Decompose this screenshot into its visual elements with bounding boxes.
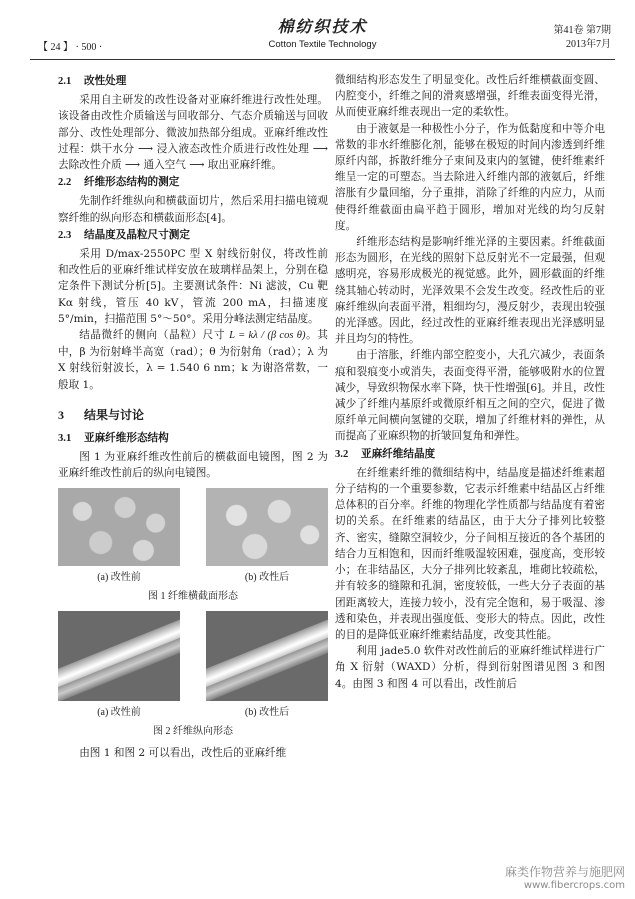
section-heading-2-1: 2.1 改性处理 bbox=[58, 76, 127, 87]
issue-info bbox=[554, 24, 612, 52]
figure-subcaption: (b) 改性后 bbox=[244, 707, 290, 719]
paragraph: 纤维形态结构是影响纤维光泽的主要因素。纤维截面形态为圆形，在光线的照射下总反射光不一定最强，但观感明亮，容易形成极光的视觉感。此外，圆形截面的纤维绕其轴心转动时，光泽效果不会发生改变。经改性后的亚麻纤维纵向表面平滑，粗细均匀，漫反射少，表现出较强的光泽感。因此，经过改性的亚麻纤维表现出光泽感明显并且均匀的特性。 bbox=[335, 236, 605, 346]
longitudinal-after-image bbox=[206, 611, 328, 701]
site-watermark bbox=[505, 863, 625, 891]
paragraph: 由于液氨是一种极性小分子，作为低黏度和中等介电常数的非水纤维膨化剂，能够在极短的时间内渗透到纤维原纤内部，拆散纤维分子束间及束内的氢键，使纤维素纤维呈一定的可塑态。当去除进入纤维内部的液氨后，纤维溶胀有少量回缩，分子重排，消除了纤维的内应力，从而使得纤维截面由扁平趋于圆形，增加对光线的均匀反射度。 bbox=[335, 122, 605, 232]
left-column bbox=[58, 72, 328, 762]
longitudinal-before-image bbox=[58, 611, 180, 701]
journal-english-title: Cotton Textile Technology bbox=[268, 39, 377, 50]
figure-subcaption: (a) 改性前 bbox=[97, 707, 141, 719]
journal-logo: 棉纺织技术 bbox=[277, 17, 368, 36]
section-heading-3-2: 3.2 亚麻纤维结晶度 bbox=[335, 448, 436, 460]
volume-issue: 第41卷 第7期 bbox=[553, 25, 611, 36]
page-header bbox=[30, 12, 615, 60]
figure-2 bbox=[58, 611, 328, 721]
figure-1-caption: 图 1 纤维横截面形态 bbox=[148, 590, 238, 602]
paragraph: 由图 1 和图 2 可以看出，改性后的亚麻纤维 bbox=[79, 747, 287, 760]
cross-section-after-image bbox=[206, 488, 328, 566]
paragraph-formula: 结晶微纤的侧向（晶粒）尺寸 L = kλ / (β cos θ)。其中，β 为衍射峰半高宽（rad）；θ 为衍射角（rad）；λ 为 X 射线衍射波长，λ = 1.540 6 nm；k 为谢洛常数，一般取 1。 bbox=[58, 329, 328, 391]
paragraph: 利用 jade5.0 软件对改性前后的亚麻纤维试样进行广角 X 衍射（WAXD）分析，得到衍射图谱见图 3 和图 4。由图 3 和图 4 可以看出，改性前后 bbox=[335, 645, 605, 690]
issue-date: 2013年7月 bbox=[566, 39, 611, 50]
paragraph: 采用自主研发的改性设备对亚麻纤维进行改性处理。该设备由改性介质输送与回收部分、气态介质输送与回收部分、改性处理部分、微波加热部分组成。亚麻纤维改性过程：烘干水分 ⟶ 浸入液态改性介质进行改性处理 ⟶ 去除改性介质 ⟶ 通入空气 ⟶ 取出亚麻纤维。 bbox=[58, 94, 328, 172]
section-heading-3-1: 3.1 亚麻纤维形态结构 bbox=[58, 433, 169, 445]
paragraph: 在纤维素纤维的微细结构中，结晶度是描述纤维素超分子结构的一个重要参数，它表示纤维素中结晶区占纤维总体积的百分率。纤维的物理化学性质都与结晶度有着密切的关系。在纤维素的结晶区，由于大分子排列比较整齐、密实，缝隙空洞较少，分子间相互接近的各个基团的结合力互相饱和，因而纤维吸湿较困难，强度高，变形较小；在非结晶区，大分子排列比较紊乱，堆砌比较疏松，并有较多的缝隙和孔洞，密度较低，一些大分子表面的基团距离较大，连接力较小，没有完全饱和，易于吸湿、渗透和染色，并表现出强度低、变形大的特点。因此，改性的目的是降低亚麻纤维素结晶度，改变其性能。 bbox=[335, 466, 605, 641]
crystallite-size-formula: L = kλ / (β cos θ) bbox=[229, 330, 306, 342]
watermark-url: www.fibercrops.com bbox=[523, 880, 625, 891]
cross-section-before-image bbox=[58, 488, 180, 566]
figure-2-caption: 图 2 纤维纵向形态 bbox=[153, 726, 233, 738]
header-divider bbox=[30, 59, 615, 60]
figure-subcaption: (a) 改性前 bbox=[97, 571, 141, 583]
watermark-name: 麻类作物营养与施肥网 bbox=[504, 865, 625, 879]
section-heading-2-3: 2.3 结晶度及晶粒尺寸测定 bbox=[58, 229, 190, 241]
paragraph: 图 1 为亚麻纤维改性前后的横截面电镜图，图 2 为亚麻纤维改性前后的纵向电镜图。 bbox=[58, 451, 328, 480]
journal-title-block bbox=[30, 14, 615, 50]
page-number: 【 24 】 · 500 · bbox=[38, 42, 103, 53]
right-column bbox=[335, 72, 605, 692]
paragraph: 微细结构形态发生了明显变化。改性后纤维横截面变圆、内腔变小，纤维之间的滑爽感增强，纤维表面变得光滑，从而使亚麻纤维表现出一定的柔软性。 bbox=[335, 74, 605, 119]
figure-1 bbox=[58, 488, 328, 586]
paragraph: 先制作纤维纵向和横截面切片，然后采用扫描电镜观察纤维的纵向形态和横截面形态[4]。 bbox=[58, 195, 328, 224]
paragraph: 由于溶胀，纤维内部空腔变小，大孔穴减少，表面条痕和裂痕变小或消失，表面变得平滑，能够吸附水的位置减少，导致织物保水率下降，快干性增强[6]。并且，改性减少了纤维内基原纤或微原纤相互之间的空穴，促进了微原纤单元间横向氢键的交联，增加了纤维材料的弹性，从而提高了亚麻织物的折皱回复角和弹性。 bbox=[335, 349, 605, 443]
figure-subcaption: (b) 改性后 bbox=[244, 571, 290, 583]
section-heading-3: 3 结果与讨论 bbox=[58, 407, 145, 422]
paragraph: 采用 D/max-2550PC 型 X 射线衍射仪，将改性前和改性后的亚麻纤维试样安放在玻璃样品架上，分别在稳定条件下测试分析[5]。主要测试条件：Ni 滤波，Cu 靶 Kα 射线，管压 40 kV，管流 200 mA，扫描速度 5°/min，扫描范围 5°～50°。采用分峰法测定结晶度。 bbox=[58, 248, 328, 325]
section-heading-2-2: 2.2 纤维形态结构的测定 bbox=[58, 177, 180, 189]
